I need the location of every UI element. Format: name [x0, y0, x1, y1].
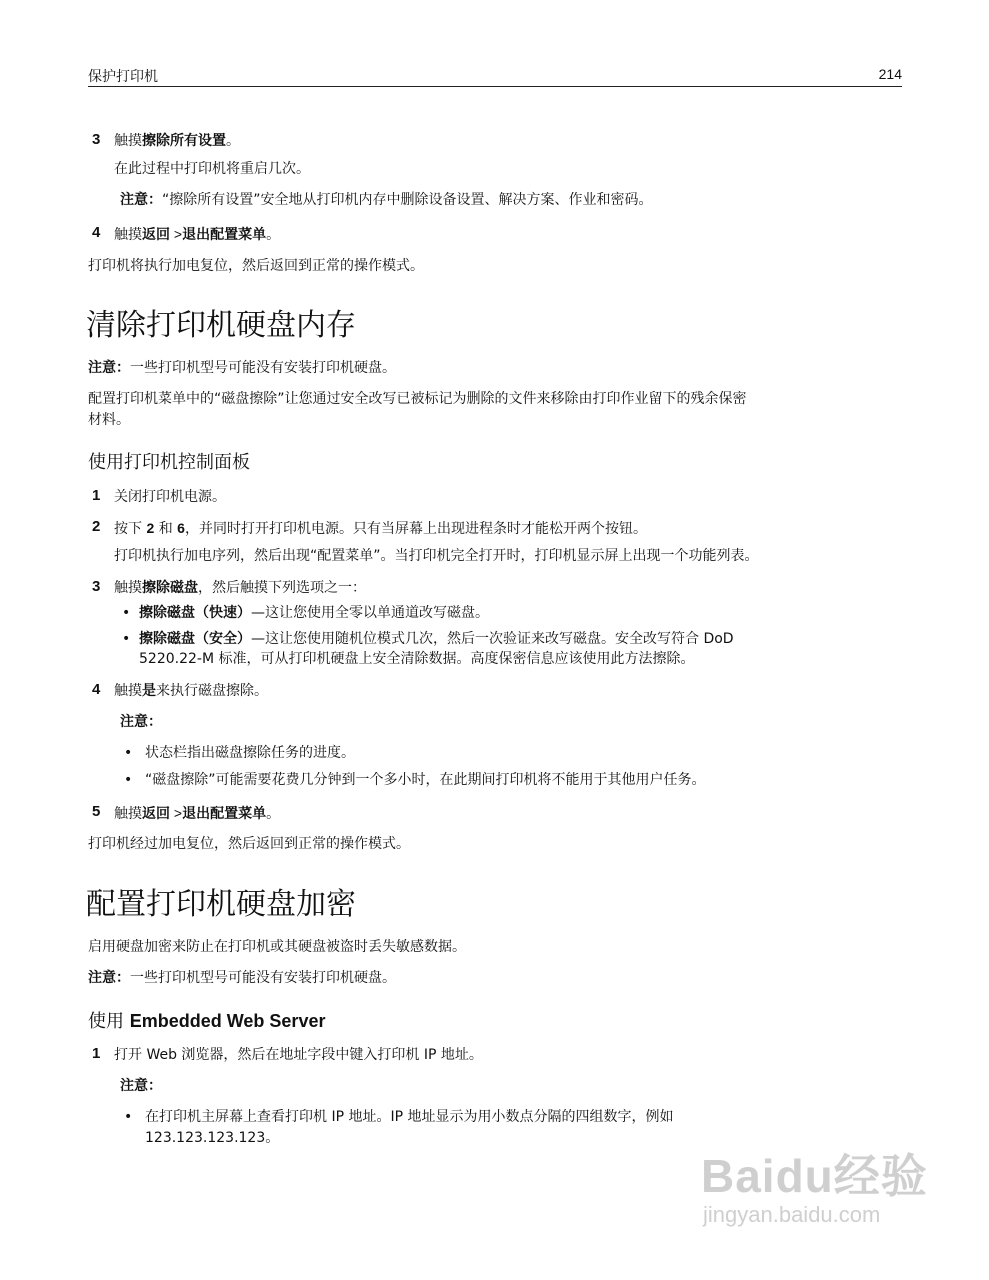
watermark-url: jingyan.baidu.com [703, 1202, 881, 1227]
step-number: 1 [92, 487, 101, 504]
note: 注意：一些打印机型号可能没有安装打印机硬盘。 [88, 970, 396, 986]
step-text: 触摸返回 >退出配置菜单。 [114, 805, 281, 822]
list-item: 状态栏指出磁盘擦除任务的进度。 [145, 745, 355, 761]
subsection-heading: 使用 Embedded Web Server [88, 1011, 326, 1032]
step-text: 触摸是来执行磁盘擦除。 [114, 683, 268, 699]
note-label: 注意： [120, 1078, 162, 1094]
section-heading: 清除打印机硬盘内存 [86, 308, 356, 343]
step-number: 2 [92, 518, 101, 535]
step-number: 3 [92, 131, 101, 148]
ui-term: 擦除所有设置 [142, 133, 226, 149]
list-item-continuation: 5220.22-M 标准，可从打印机硬盘上安全清除数据。高度保密信息应该使用此方法擦除。 [139, 651, 695, 667]
paragraph: 打印机将执行加电复位，然后返回到正常的操作模式。 [88, 258, 424, 274]
note: 注意：一些打印机型号可能没有安装打印机硬盘。 [88, 360, 396, 376]
subsection-heading: 使用打印机控制面板 [88, 452, 250, 473]
paragraph: 打印机经过加电复位，然后返回到正常的操作模式。 [88, 836, 410, 852]
step-number: 4 [92, 224, 101, 241]
step-subtext: 打印机执行加电序列，然后出现“配置菜单”。当打印机完全打开时，打印机显示屏上出现一个功能列表。 [114, 548, 759, 564]
page-number: 214 [878, 66, 902, 82]
step-text: 触摸擦除磁盘，然后触摸下列选项之一： [114, 580, 366, 596]
step-number: 4 [92, 681, 101, 698]
step-subtext: 在此过程中打印机将重启几次。 [114, 161, 310, 177]
step-number: 5 [92, 803, 101, 820]
note-label: 注意： [120, 714, 162, 730]
list-item: 擦除磁盘（快速）—这让您使用全零以单通道改写磁盘。 [139, 605, 489, 621]
step-text: 触摸擦除所有设置。 [114, 133, 240, 149]
page-header [88, 66, 902, 87]
paragraph: 启用硬盘加密来防止在打印机或其硬盘被盗时丢失敏感数据。 [88, 939, 466, 955]
section-heading: 配置打印机硬盘加密 [86, 887, 356, 922]
note: 注意：“擦除所有设置”安全地从打印机内存中删除设备设置、解决方案、作业和密码。 [120, 192, 653, 208]
bullet-icon: • [124, 1109, 133, 1125]
paragraph-line: 配置打印机菜单中的“磁盘擦除”让您通过安全改写已被标记为删除的文件来移除由打印作业留下的残余保密 [88, 391, 747, 407]
step-text: 打开 Web 浏览器，然后在地址字段中键入打印机 IP 地址。 [114, 1047, 483, 1063]
bullet-icon: • [124, 772, 133, 788]
list-item-continuation: 123.123.123.123。 [145, 1130, 280, 1146]
list-item: 擦除磁盘（安全）—这让您使用随机位模式几次，然后一次验证来改写磁盘。安全改写符合 DoD [139, 631, 734, 647]
watermark-logo: Baidu经验 [701, 1150, 928, 1202]
baidu-watermark [701, 1140, 931, 1240]
step-text: 关闭打印机电源。 [114, 489, 226, 505]
header-section-title: 保护打印机 [88, 69, 158, 85]
step-text: 按下 2 和 6，并同时打开打印机电源。只有当屏幕上出现进程条时才能松开两个按钮。 [114, 520, 647, 537]
bullet-icon: • [124, 745, 133, 761]
step-number: 3 [92, 578, 101, 595]
paragraph-line: 材料。 [88, 412, 130, 428]
step-text: 触摸返回 >退出配置菜单。 [114, 226, 281, 243]
note-label: 注意： [120, 192, 162, 208]
bullet-icon: • [122, 631, 131, 647]
list-item: “磁盘擦除”可能需要花费几分钟到一个多小时，在此期间打印机将不能用于其他用户任务。 [145, 772, 706, 788]
step-number: 1 [92, 1045, 101, 1062]
list-item: 在打印机主屏幕上查看打印机 IP 地址。IP 地址显示为用小数点分隔的四组数字，例如 [145, 1109, 674, 1125]
bullet-icon: • [122, 605, 131, 621]
